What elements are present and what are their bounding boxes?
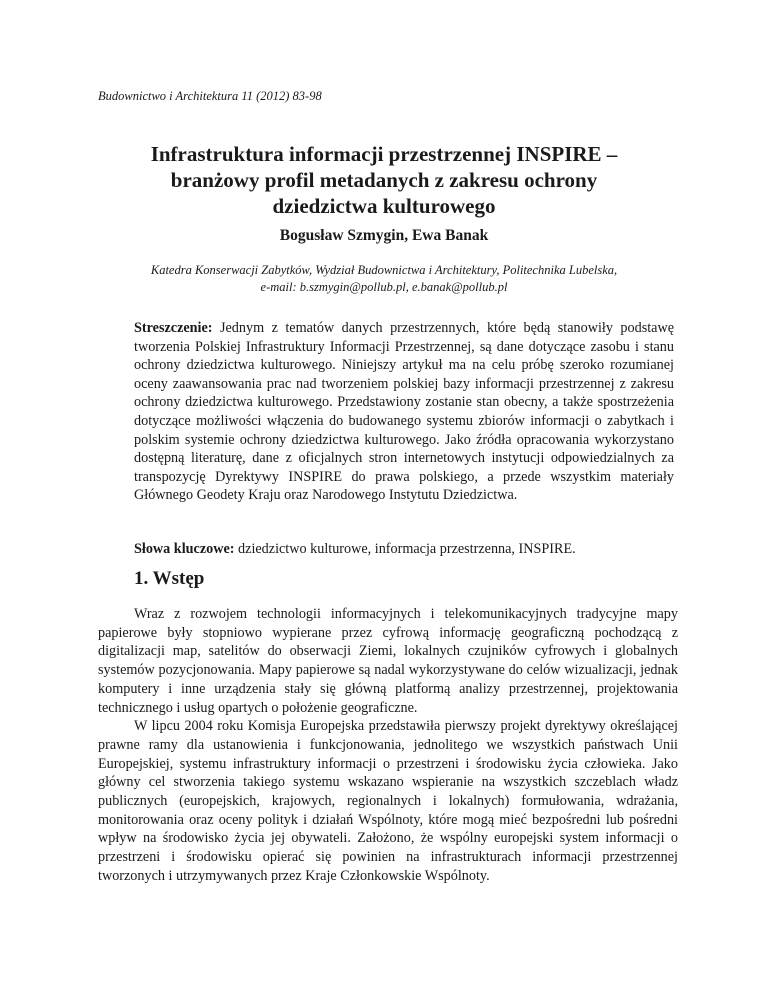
keywords-label: Słowa kluczowe: xyxy=(134,541,235,557)
authors: Bogusław Szmygin, Ewa Banak xyxy=(279,227,489,244)
title-line: branżowy profil metadanych z zakresu ochrony xyxy=(170,168,598,192)
body-text xyxy=(98,605,678,886)
abstract-text: Jednym z tematów danych przestrzennych, które będą stanowiły podstawę tworzenia Polskiej Infrastruktury Informacji Przestrzennej, są dane dotyczące zasobu i stanu ochrony dziedzictwa kulturowego. Niniejszy artykuł ma na celu próbę szeroko rozumianej oceny zaawansowania prac nad tworzeniem polskiej bazy informacji przestrzennej z zakresu ochrony dziedzictwa kulturowego. Przedstawiony zostanie stan obecny, a także spostrzeżenia dotyczące możliwości włączenia do budowanego systemu zbiorów informacji o zabytkach i polskim systemie ochrony dziedzictwa kulturowego. Jako źródła opracowania wykorzystano dostępną literaturę, dane z oficjalnych stron internetowych instytucji odpowiedzialnych za transpozycję Dyrektywy INSPIRE do prawa polskiego, a przede wszystkim materiały Głównego Geodety Kraju oraz Narodowego Instytutu Dziedzictwa. xyxy=(134,320,674,504)
section-heading: 1. Wstęp xyxy=(134,568,205,589)
article-title xyxy=(90,141,678,219)
journal-citation: Budownictwo i Architektura 11 (2012) 83-98 xyxy=(98,89,322,103)
keywords-text: dziedzictwo kulturowe, informacja przestrzenna, INSPIRE. xyxy=(234,541,576,557)
abstract xyxy=(134,319,674,505)
keywords xyxy=(134,540,694,559)
affiliation-line: Katedra Konserwacji Zabytków, Wydział Budownictwa i Architektury, Politechnika Lubelska, xyxy=(150,263,618,277)
title-line: dziedzictwa kulturowego xyxy=(272,194,496,218)
paragraph: W lipcu 2004 roku Komisja Europejska przedstawiła pierwszy projekt dyrektywy określającej prawne ramy dla ustanowienia i funkcjonowania, jednolitego we wszystkich państwach Unii Europejskiej, systemu infrastruktury informacji o przestrzeni i środowisku życia człowieka. Jako główny cel stworzenia takiego systemu wskazano wspieranie na wszystkich szczeblach władz publicznych (europejskich, krajowych, regionalnych i lokalnych) formułowania, wdrażania, monitorowania oraz oceny polityk i działań Wspólnoty, które mogą mieć bezpośredni lub pośredni wpływ na środowisko życia jej obywateli. Założono, że wspólny europejski system informacji o przestrzeni i środowisku opierać się powinien na infrastrukturach informacji przestrzennej tworzonych i utrzymywanych przez Kraje Członkowskie Wspólnoty. xyxy=(98,718,678,884)
affiliation xyxy=(0,262,768,296)
paragraph: Wraz z rozwojem technologii informacyjnych i telekomunikacyjnych tradycyjne mapy papierowe były stopniowo wypierane przez cyfrową informację geograficzną pochodzącą z digitalizacji map, satelitów do obserwacji Ziemi, lokalnych czujników cyfrowych i globalnych systemów pozycjonowania. Mapy papierowe są nadal wykorzystywane do celów wizualizacji, jednak komputery i inne urządzenia stały się główną platformą analizy przestrzennej, projektowania technicznego i usług opartych o położenie geograficzne. xyxy=(98,606,678,716)
affiliation-emails: e-mail: b.szmygin@pollub.pl, e.banak@pollub.pl xyxy=(260,280,508,294)
title-line: Infrastruktura informacji przestrzennej INSPIRE – xyxy=(150,142,618,166)
abstract-label: Streszczenie: xyxy=(134,320,213,336)
